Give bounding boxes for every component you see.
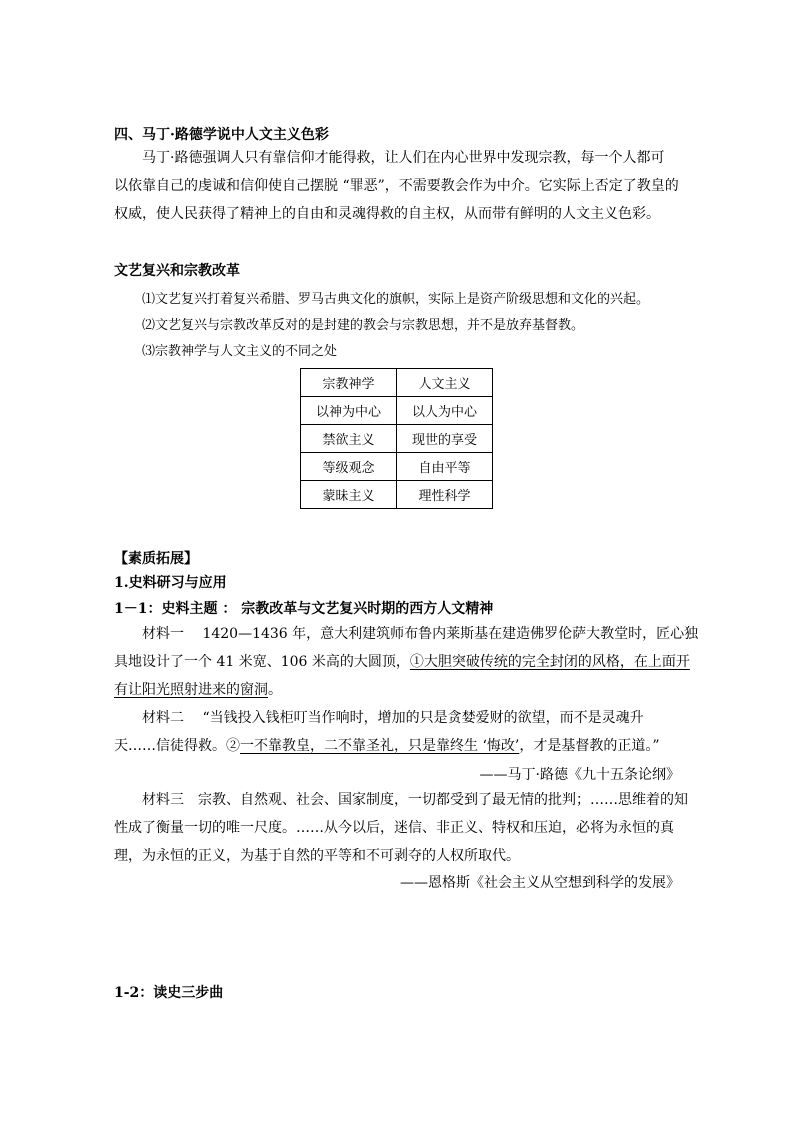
renaissance-point-3: ⑶宗教神学与人文主义的不同之处 [142,344,338,359]
material3-source: ——恩格斯《社会主义从空想到科学的发展》 [400,875,680,891]
material1-line-3 [114,676,282,704]
renaissance-point-2: ⑵文艺复兴与宗教改革反对的是封建的教会与宗教思想，并不是放弃基督教。 [142,318,585,333]
table-row [301,481,493,509]
material2-source: ——马丁·路德《九十五条论纲》 [479,767,680,783]
material3-line-1: 材料三 宗教、自然观、社会、国家制度，一切都受到了最无情的批判；……思维着的知 [142,792,688,808]
table-cell: 宗教神学 [301,369,397,397]
extension-sub1: 1.史料研习与应用 [114,575,227,591]
table-row [301,397,493,425]
table-cell: 人文主义 [397,369,493,397]
renaissance-point-1: ⑴文艺复兴打着复兴希腊、罗马古典文化的旗帜，实际上是资产阶级思想和文化的兴起。 [142,292,650,307]
material1-underlined-1: ①大胆突破传统的完全封闭的风格，在上面开 [409,654,690,670]
section4-line-2: 以依靠自己的虔诚和信仰使自己摆脱 “罪恶”，不需要教会作为中介。它实际上否定了教皇的 [114,178,679,194]
material1-line-1: 材料一 1420—1436 年，意大利建筑师布鲁内莱斯基在建造佛罗伦萨大教堂时，匠心独 [142,626,699,642]
section4-heading: 四、马丁·路德学说中人文主义色彩 [114,127,329,143]
topic-label: 1－1：史料主题 ： [114,601,237,617]
table-cell: 等级观念 [301,453,397,481]
material1-line-2-text: 具地设计了一个 41 米宽、106 米高的大圆顶， [114,654,410,670]
table-cell: 禁欲主义 [301,425,397,453]
renaissance-heading: 文艺复兴和宗教改革 [114,263,240,279]
material2-line-2-end: ，才是基督教的正道。” [519,738,660,754]
material2-line-1: 材料二 “当钱投入钱柜叮当作响时，增加的只是贪婪爱财的欲望，而不是灵魂升 [142,710,644,726]
table-cell: 以神为中心 [301,397,397,425]
table-cell: 理性科学 [397,481,493,509]
material2-underlined: 一不靠教皇，二不靠圣礼，只是靠终生 ‘悔改’ [240,738,520,754]
table-cell: 自由平等 [397,453,493,481]
material3-line-2: 性成了衡量一切的唯一尺度。……从今以后，迷信、非正义、特权和压迫，必将为永恒的真 [114,820,674,836]
extension-sub2: 1-2：读史三步曲 [114,985,224,1001]
table-cell: 现世的享受 [397,425,493,453]
extension-title: 【素质拓展】 [114,551,198,567]
table-cell: 蒙昧主义 [301,481,397,509]
section4-line-1: 马丁·路德强调人只有靠信仰才能得救，让人们在内心世界中发现宗教，每一个人都可 [142,150,665,166]
section4-line-3: 权威，使人民获得了精神上的自由和灵魂得救的自主权，从而带有鲜明的人文主义色彩。 [114,206,660,222]
material3-line-3: 理，为永恒的正义，为基于自然的平等和不可剥夺的人权所取代。 [114,848,520,864]
comparison-table [300,368,493,509]
material1-line-2 [114,648,690,676]
material1-underlined-2: 有让阳光照射进来的窗洞 [114,682,268,698]
material2-line-2 [114,732,660,760]
material1-line-3-end: 。 [268,682,282,698]
topic-line [114,598,493,618]
material2-line-2-text: 天……信徒得救。② [114,738,240,754]
table-row [301,369,493,397]
topic-text: 宗教改革与文艺复兴时期的西方人文精神 [241,601,494,617]
table-cell: 以人为中心 [397,397,493,425]
table-row [301,453,493,481]
table-row [301,425,493,453]
